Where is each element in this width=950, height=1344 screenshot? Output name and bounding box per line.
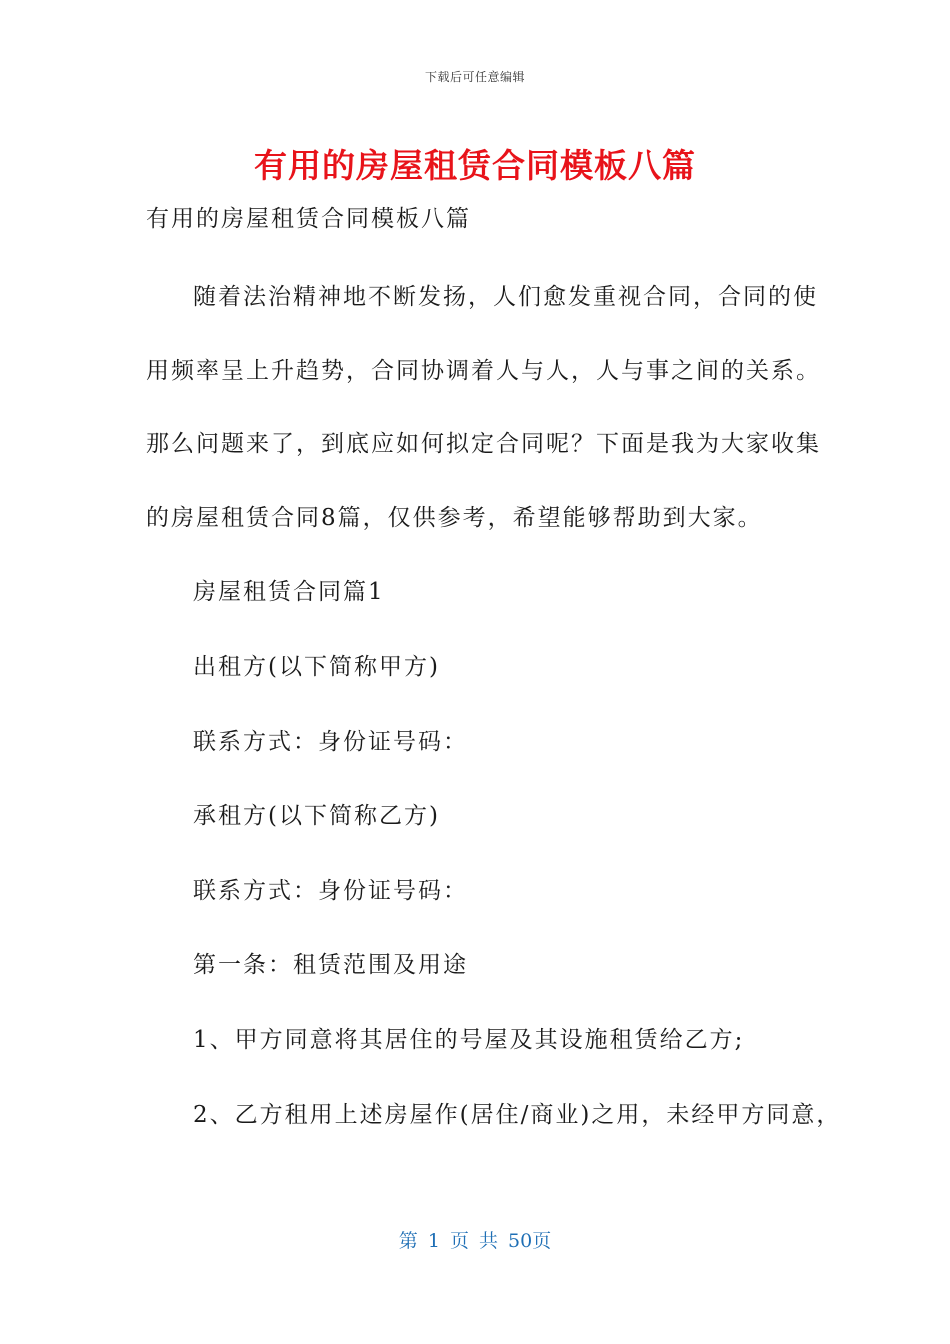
document-title: 有用的房屋租赁合同模板八篇: [254, 146, 696, 185]
lessor-line: 出租方(以下简称甲方): [193, 654, 440, 680]
intro-line: 随着法治精神地不断发扬，人们愈发重视合同，合同的使: [193, 284, 818, 310]
clause-line: 2、乙方租用上述房屋作(居住/商业)之用，未经甲方同意，: [193, 1102, 842, 1128]
intro-line: 那么问题来了，到底应如何拟定合同呢？下面是我为大家收集: [146, 431, 821, 457]
lessee-contact-line: 联系方式：身份证号码：: [193, 878, 468, 904]
lessee-line: 承租方(以下简称乙方): [193, 803, 440, 829]
section-heading: 房屋租赁合同篇1: [193, 579, 385, 605]
document-subtitle: 有用的房屋租赁合同模板八篇: [146, 206, 471, 232]
page-footer: 第 1 页 共 50页: [398, 1230, 552, 1252]
intro-line: 的房屋租赁合同8篇，仅供参考，希望能够帮助到大家。: [146, 505, 763, 531]
clause-line: 1、甲方同意将其居住的号屋及其设施租赁给乙方;: [193, 1027, 745, 1053]
intro-line: 用频率呈上升趋势，合同协调着人与人，人与事之间的关系。: [146, 358, 821, 384]
header-note: 下载后可任意编辑: [424, 70, 525, 84]
lessor-contact-line: 联系方式：身份证号码：: [193, 729, 468, 755]
article-heading: 第一条：租赁范围及用途: [193, 952, 468, 978]
